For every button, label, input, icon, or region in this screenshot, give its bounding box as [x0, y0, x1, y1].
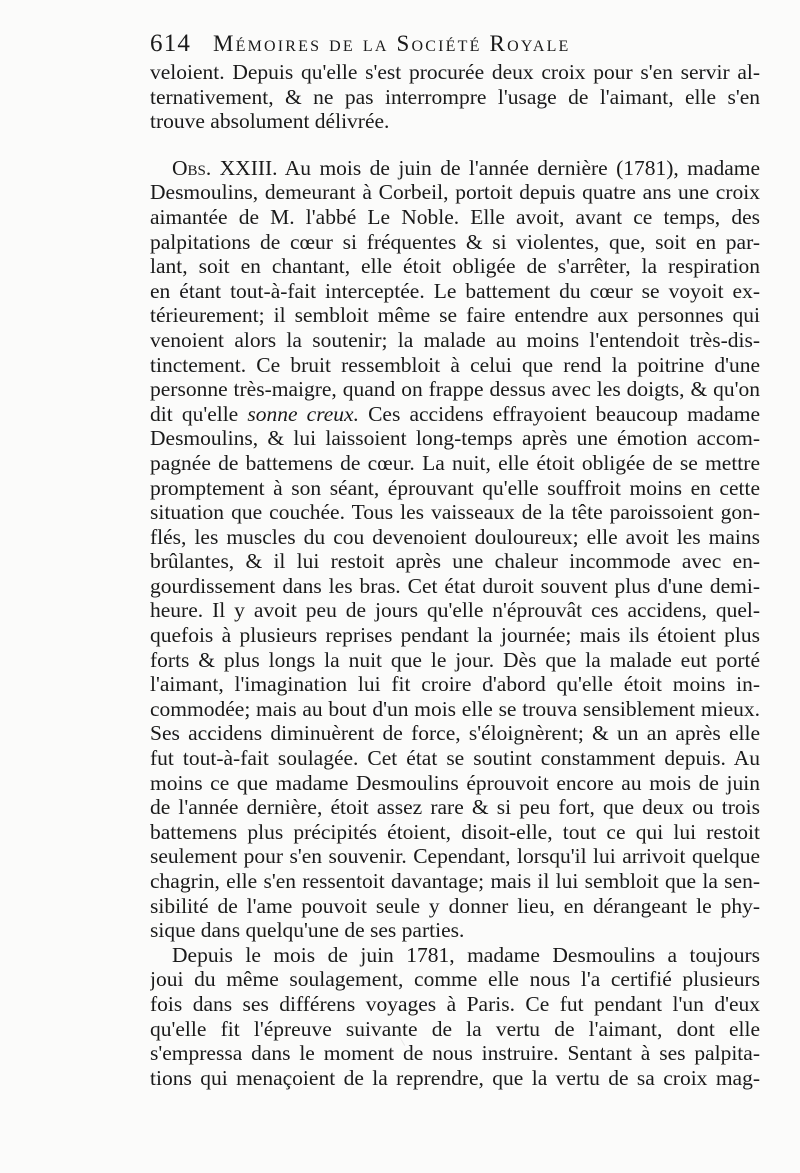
text-line-20: flés, les muscles du cou devenoient douloureux; elle avoit les mains: [150, 524, 760, 549]
text-line-28: Ses accidens diminuèrent de force, s'éloignèrent; & un an après elle: [150, 721, 760, 746]
paragraph-gap: [150, 134, 760, 156]
observation-number: Obs. XXIII.: [172, 155, 278, 180]
text-line-16: Desmoulins, & lui laissoient long-temps après une émotion accom-: [150, 426, 760, 451]
text-line-6: Desmoulins, demeurant à Corbeil, portoit depuis quatre ans une croix: [150, 180, 760, 205]
text-line-1: veloient. Depuis qu'elle s'est procurée deux croix pour s'en servir al-: [150, 60, 760, 84]
text-line-40: qu'elle fit l'épreuve suivante de la vertu de l'aimant, dont elle: [150, 1016, 760, 1041]
observation-heading-line: Obs. XXIII. Au mois de juin de l'année dernière (1781), madame: [172, 155, 760, 180]
text-line-13: tinctement. Ce bruit ressembloit à celui que rend la poitrine d'une: [150, 352, 760, 377]
running-title: Mémoires de la Société Royale: [212, 31, 571, 56]
text-line-8: palpitations de cœur si fréquentes & si violentes, que, soit en par-: [150, 229, 760, 254]
text-line-9: lant, soit en chantant, elle étoit obligée de s'arrêter, la respiration: [150, 254, 760, 279]
text-line-24: quefois à plusieurs reprises pendant la journée; mais ils étoient plus: [150, 623, 760, 648]
text-line-17: pagnée de battemens de cœur. La nuit, elle étoit obligée de se mettre: [150, 450, 760, 475]
italic-phrase: sonne creux.: [247, 401, 359, 426]
text-line-3: trouve absolument délivrée.: [150, 109, 390, 134]
text-line-34: chagrin, elle s'en ressentoit davantage; mais il lui sembloit que la sen-: [150, 869, 760, 893]
text-line-18: promptement à son séant, éprouvant qu'elle souffroit moins en cette: [150, 475, 760, 500]
text-line-23: heure. Il y avoit peu de jours qu'elle n'éprouvât ces accidens, quel-: [150, 598, 760, 623]
text-line-14: personne très-maigre, quand on frappe dessus avec les doigts, & qu'on: [150, 377, 760, 402]
text-line-38: joui du même soulagement, comme elle nous l'a certifié plusieurs: [150, 967, 760, 992]
text-line-22: gourdissement dans les bras. Cet état duroit souvent plus d'une demi-: [150, 573, 760, 598]
text-line-11: térieurement; il sembloit même se faire entendre aux personnes qui: [150, 303, 760, 328]
text-line-27: commodée; mais au bout d'un mois elle se trouva sensiblement mieux.: [150, 696, 760, 721]
text-line-29: fut tout-à-fait soulagée. Cet état se soutint constamment depuis. Au: [150, 746, 760, 771]
text-line-26: l'aimant, l'imagination lui fit croire d'abord qu'elle étoit moins in-: [150, 672, 760, 697]
text-line-10: en étant tout-à-fait interceptée. Le battement du cœur se voyoit ex-: [150, 278, 760, 303]
text-line-21: brûlantes, & il lui restoit après une chaleur incommode avec en-: [150, 549, 760, 574]
text-line-7: aimantée de M. l'abbé Le Noble. Elle avoit, avant ce temps, des: [150, 204, 760, 229]
text-line-32: battemens plus précipités étoient, disoit-elle, tout ce qui lui restoit: [150, 819, 760, 844]
text-line-25: forts & plus longs la nuit que le jour. Dès que la malade eut porté: [150, 647, 760, 672]
text-line-12: venoient alors la soutenir; la malade au moins l'entendoit très-dis-: [150, 327, 760, 352]
page-number: 614: [150, 30, 192, 57]
text-line-36: sique dans quelqu'une de ses parties.: [150, 918, 465, 943]
running-header: [150, 30, 750, 60]
text-line-35: sibilité de l'ame pouvoit seule y donner lieu, en dérangeant le phy-: [150, 893, 760, 918]
text-line-41: s'empressa dans le moment de nous instruire. Sentant à ses palpita-: [150, 1041, 760, 1066]
text-line-19: situation que couchée. Tous les vaisseaux de la tête paroissoient gon-: [150, 500, 760, 525]
text-line-30: moins ce que madame Desmoulins éprouvoit encore au mois de juin: [150, 770, 760, 795]
text-line-39: fois dans ses différens voyages à Paris. Ce fut pendant l'un d'eux: [150, 991, 760, 1016]
text-line-33: seulement pour s'en souvenir. Cependant, lorsqu'il lui arrivoit quelque: [150, 844, 760, 869]
text-line-31: de l'année dernière, étoit assez rare & si peu fort, que deux ou trois: [150, 795, 760, 820]
text-line-37: Depuis le mois de juin 1781, madame Desmoulins a toujours: [172, 942, 760, 967]
text-line-42: tions qui menaçoient de la reprendre, que la vertu de sa croix mag-: [150, 1065, 760, 1090]
text-line-2: ternativement, & ne pas interrompre l'usage de l'aimant, elle s'en: [150, 84, 760, 109]
body-text: [150, 60, 760, 1090]
text-line-15: dit qu'elle sonne creux. Ces accidens effrayoient beaucoup madame: [150, 401, 760, 426]
